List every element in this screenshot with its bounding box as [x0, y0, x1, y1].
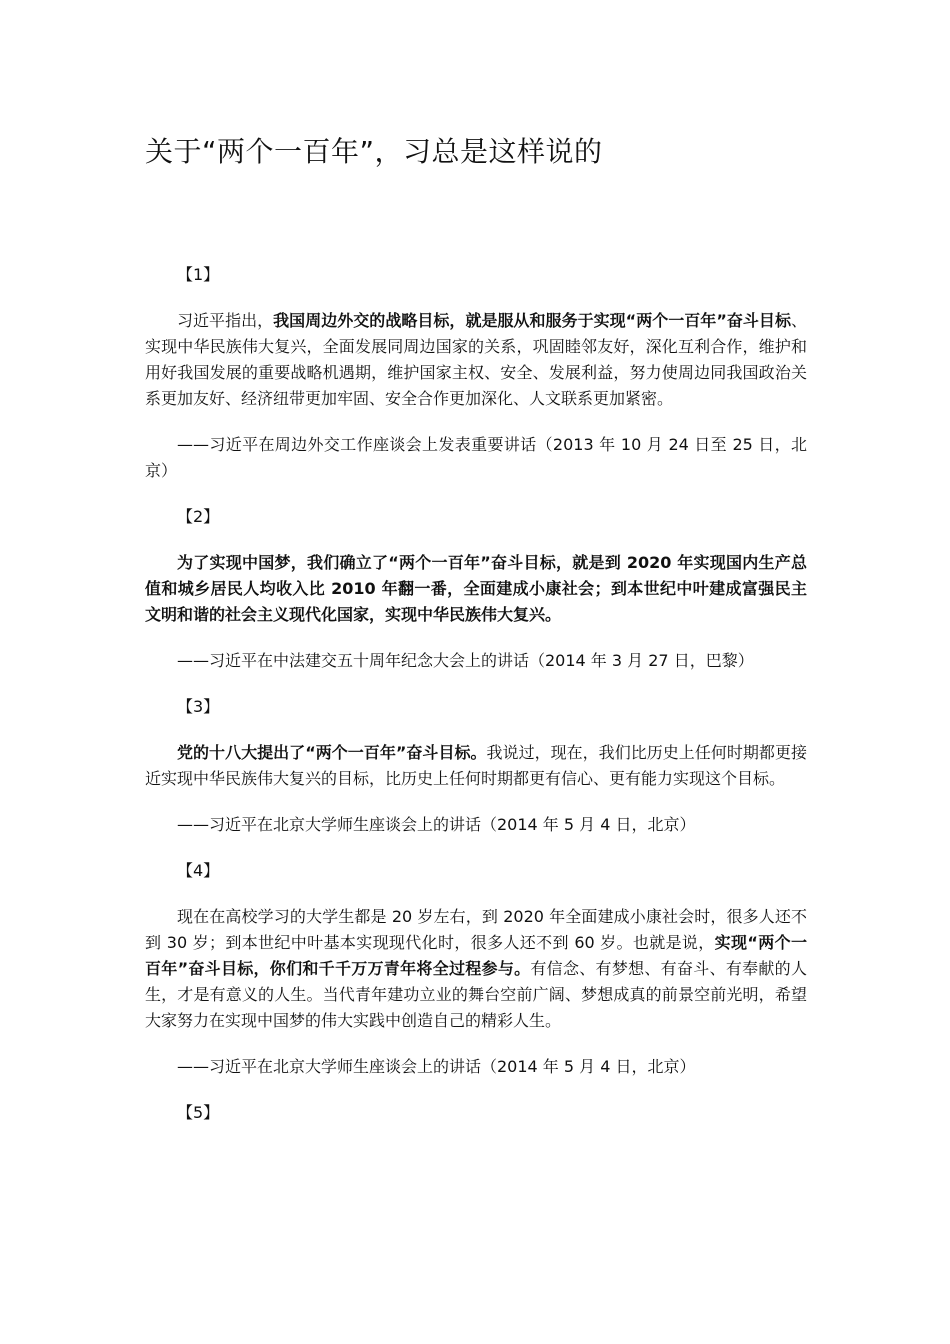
section-3-paragraph: [145, 740, 807, 792]
section-3-text-1: 我说过，现在，我们比历史上任何时期都更接近实现中华民族伟大复兴的目标，比历史上任何时期都更有信心、更有能力实现这个目标。: [145, 743, 807, 788]
document-body: [145, 262, 807, 1146]
section-3-source: ——习近平在北京大学师生座谈会上的讲话（2014 年 5 月 4 日，北京）: [177, 815, 696, 834]
section-4-source: ——习近平在北京大学师生座谈会上的讲话（2014 年 5 月 4 日，北京）: [177, 1057, 696, 1076]
section-4-text-1: 现在在高校学习的大学生都是 20 岁左右，到 2020 年全面建成小康社会时，很多人还不到 30 岁；到本世纪中叶基本实现现代化时，很多人还不到 60 岁。也就是说，: [145, 907, 807, 952]
section-4-bold-1: 实现“两个一百年”奋斗目标，你们和千千万万青年将全过程参与。: [145, 933, 807, 978]
section-marker-4: 【4】: [177, 861, 220, 880]
section-1-text-2: 、实现中华民族伟大复兴，全面发展同周边国家的关系，巩固睦邻友好，深化互利合作，维护和用好我国发展的重要战略机遇期，维护国家主权、安全、发展利益，努力使周边同我国政治关系更加友好、经济纽带更加牢固、安全合作更加深化、人文联系更加紧密。: [145, 311, 807, 408]
section-marker-3: 【3】: [177, 697, 220, 716]
section-4-paragraph: [145, 904, 807, 1034]
section-marker-5: 【5】: [177, 1103, 220, 1122]
section-1-source: ——习近平在周边外交工作座谈会上发表重要讲话（2013 年 10 月 24 日至 25 日，北京）: [145, 435, 807, 480]
section-marker-2: 【2】: [177, 507, 220, 526]
section-1-bold-1: 我国周边外交的战略目标，就是服从和服务于实现“两个一百年”奋斗目标: [273, 311, 791, 330]
section-4-text-2: 有信念、有梦想、有奋斗、有奉献的人生，才是有意义的人生。当代青年建功立业的舞台空前广阔、梦想成真的前景空前光明，希望大家努力在实现中国梦的伟大实践中创造自己的精彩人生。: [145, 959, 807, 1030]
section-2-bold-1: 为了实现中国梦，我们确立了“两个一百年”奋斗目标，就是到 2020 年实现国内生产总值和城乡居民人均收入比 2010 年翻一番，全面建成小康社会；到本世纪中叶建成富强民主文明和谐的社会主义现代化国家，实现中华民族伟大复兴。: [145, 553, 807, 624]
section-1-paragraph: [145, 308, 807, 412]
section-3-bold-1: 党的十八大提出了“两个一百年”奋斗目标。: [177, 743, 487, 762]
section-1-text-1: 习近平指出，: [177, 311, 274, 330]
section-marker-1: 【1】: [177, 265, 220, 284]
section-2-paragraph: [145, 550, 807, 628]
document-title: 关于“两个一百年”，习总是这样说的: [145, 135, 603, 168]
section-2-source: ——习近平在中法建交五十周年纪念大会上的讲话（2014 年 3 月 27 日，巴黎）: [177, 651, 754, 670]
